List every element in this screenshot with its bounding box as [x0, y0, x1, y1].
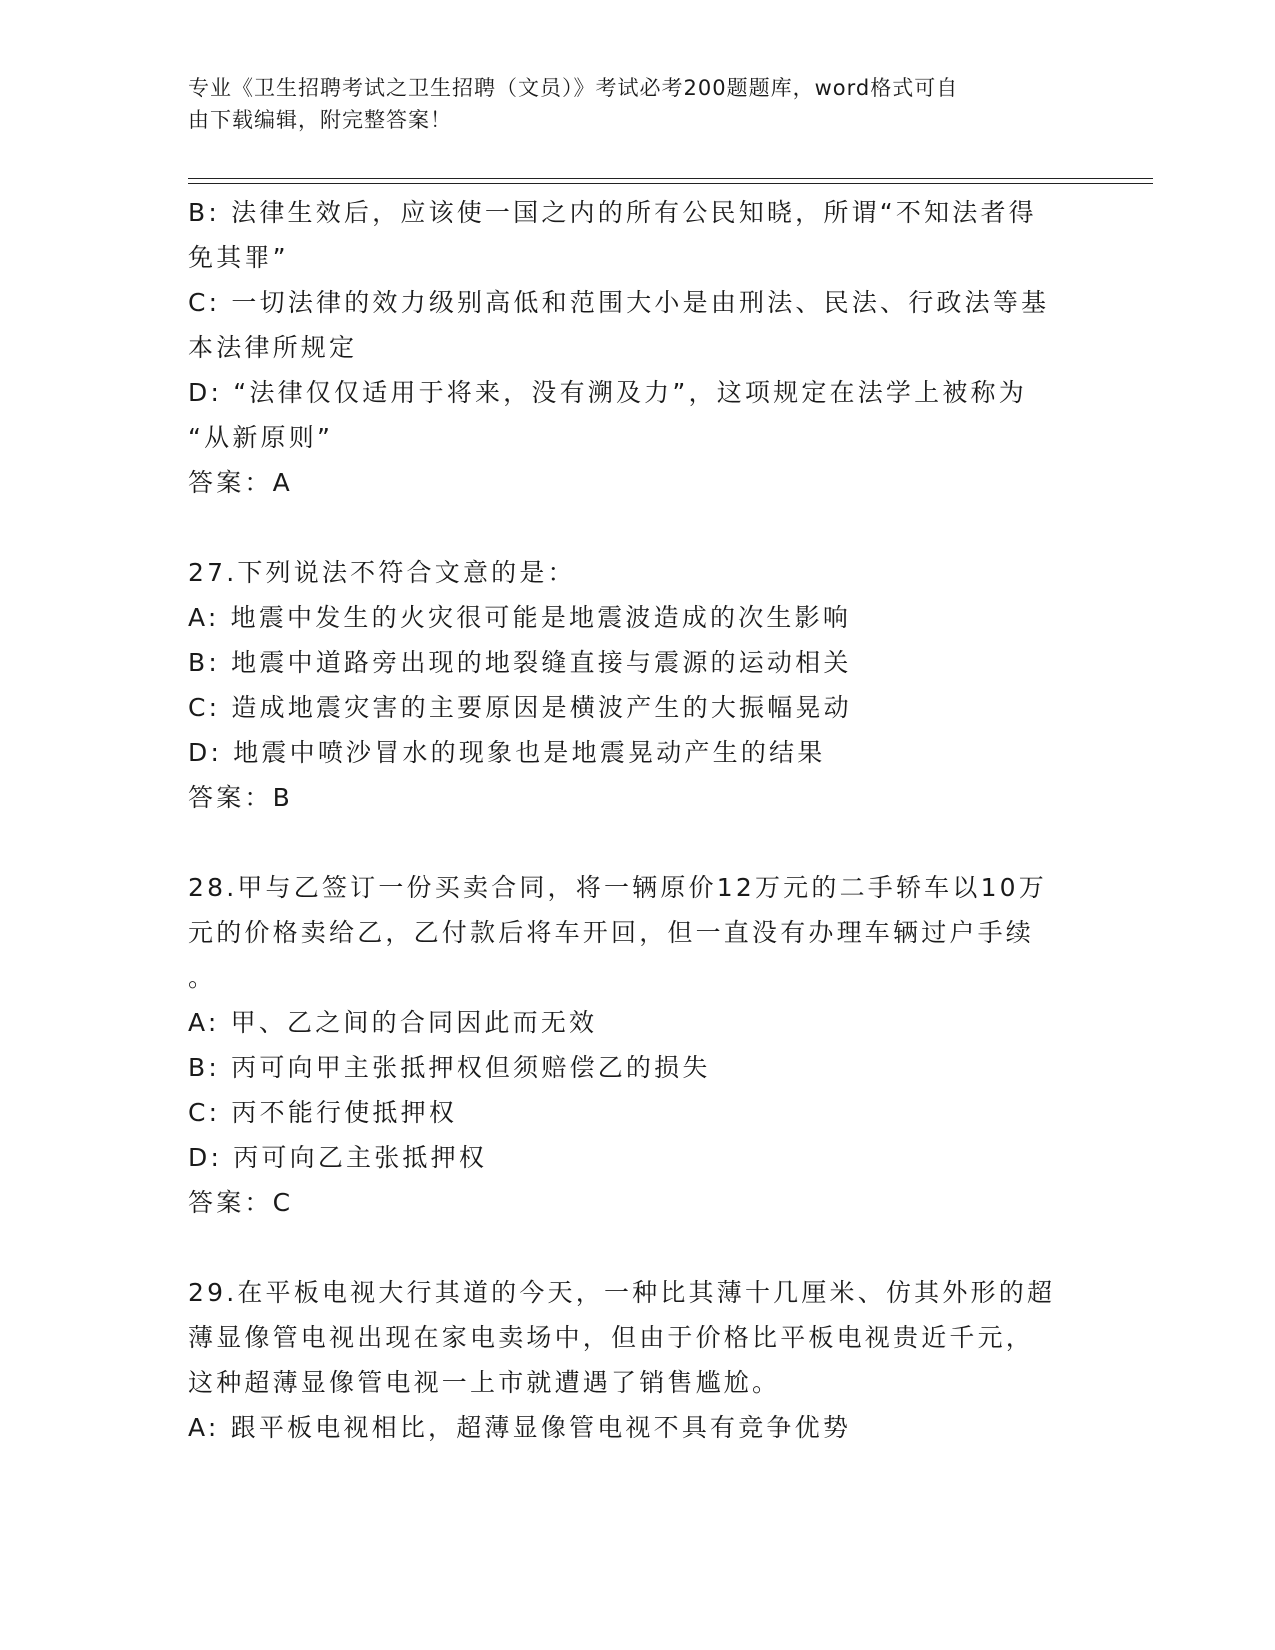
option-b: B: 丙可向甲主张抵押权但须赔偿乙的损失: [188, 1053, 711, 1082]
document-body: [188, 190, 1068, 1450]
header-rule-top: [188, 178, 1153, 179]
header-line-2: 由下载编辑，附完整答案！: [188, 108, 452, 132]
question-stem-line-3: 这种超薄显像管电视一上市就遭遇了销售尴尬。: [188, 1368, 781, 1397]
option-c-line-1: C: 一切法律的效力级别高低和范围大小是由刑法、民法、行政法等基: [188, 288, 1050, 317]
option-a: A: 跟平板电视相比，超薄显像管电视不具有竞争优势: [188, 1413, 852, 1442]
option-b-line-1: B: 法律生效后，应该使一国之内的所有公民知晓，所谓“不知法者得: [188, 198, 1037, 227]
option-b: B: 地震中道路旁出现的地裂缝直接与震源的运动相关: [188, 648, 852, 677]
option-a: A: 地震中发生的火灾很可能是地震波造成的次生影响: [188, 603, 852, 632]
answer-26: 答案：A: [188, 468, 293, 497]
question-stem-line-1: 29.在平板电视大行其道的今天，一种比其薄十几厘米、仿其外形的超: [188, 1278, 1056, 1307]
question-29: [188, 1270, 1068, 1450]
option-a: A: 甲、乙之间的合同因此而无效: [188, 1008, 598, 1037]
option-d-line-1: D: “法律仅仅适用于将来，没有溯及力”，这项规定在法学上被称为: [188, 378, 1027, 407]
header-rule-bottom: [188, 183, 1153, 184]
answer-28: 答案：C: [188, 1188, 294, 1217]
question-stem-line-2: 薄显像管电视出现在家电卖场中，但由于价格比平板电视贵近千元，: [188, 1323, 1035, 1352]
option-d: D: 地震中喷沙冒水的现象也是地震晃动产生的结果: [188, 738, 826, 767]
option-b-line-2: 免其罪”: [188, 243, 289, 272]
header-line-1: 专业《卫生招聘考试之卫生招聘（文员）》考试必考200题题库，word格式可自: [188, 76, 959, 100]
option-c-line-2: 本法律所规定: [188, 333, 358, 362]
option-c: C: 造成地震灾害的主要原因是横波产生的大振幅晃动: [188, 693, 852, 722]
question-27: [188, 550, 1068, 821]
question-stem-line-2: 元的价格卖给乙，乙付款后将车开回，但一直没有办理车辆过户手续: [188, 918, 1035, 947]
option-d-line-2: “从新原则”: [188, 423, 334, 452]
question-28: [188, 865, 1068, 1226]
option-c: C: 丙不能行使抵押权: [188, 1098, 458, 1127]
question-stem: 27.下列说法不符合文意的是：: [188, 558, 576, 587]
question-stem-line-3: 。: [188, 963, 217, 992]
question-26-tail: [188, 190, 1068, 506]
option-d: D: 丙可向乙主张抵押权: [188, 1143, 488, 1172]
question-stem-line-1: 28.甲与乙签订一份买卖合同，将一辆原价12万元的二手轿车以10万: [188, 873, 1047, 902]
document-header: [188, 72, 1068, 136]
answer-27: 答案：B: [188, 783, 293, 812]
